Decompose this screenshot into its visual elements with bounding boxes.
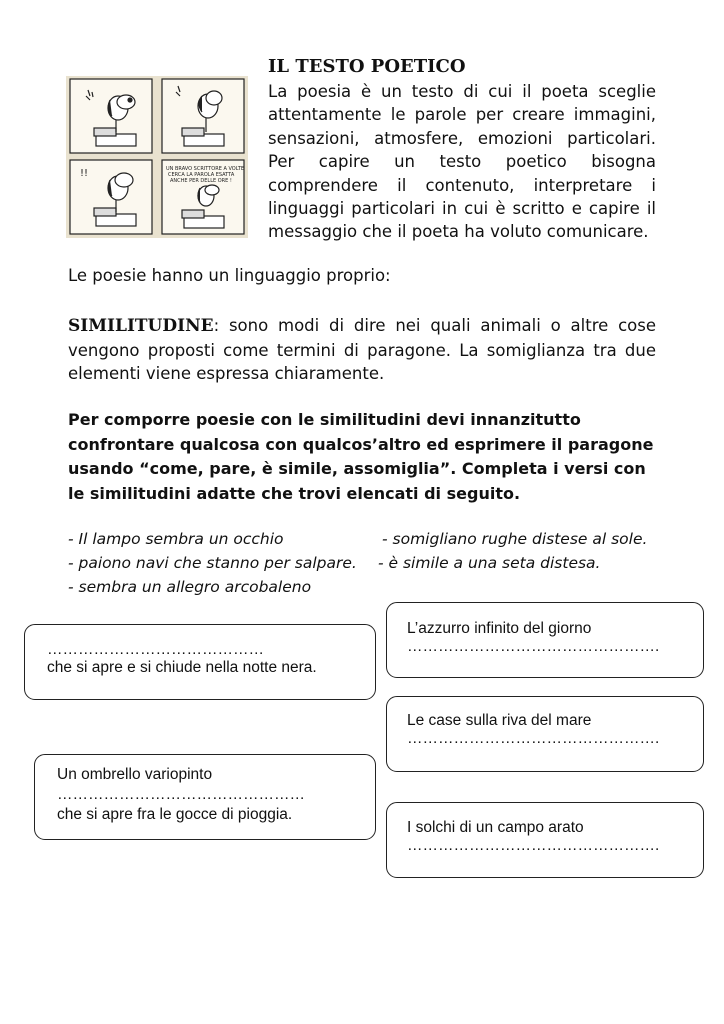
verse-ombrello-blank[interactable]: ………………………………………… [57,786,305,803]
verse-lampo-line-2: che si apre e si chiude nella notte nera. [47,659,317,676]
comic-panel-4-text-1: UN BRAVO SCRITTORE A VOLTE [166,166,245,172]
verse-box-lampo[interactable] [24,624,376,700]
similitudine-term: SIMILITUDINE [68,316,214,336]
verse-solchi-blank[interactable]: …………………………………………. [407,837,660,854]
verse-ombrello-line-3: che si apre fra le gocce di pioggia. [57,806,293,823]
similitudine-definition: : sono modi di dire nei quali animali o altre cose vengono proposti come termini di paragone. La somiglianza tra due elementi viene espressa chiaramente. [68,316,656,383]
comic-panel-3-text: !! [80,168,89,179]
verse-azzurro-blank[interactable]: …………………………………………. [407,638,660,655]
option-rughe: - somigliano rughe distese al sole. [382,530,648,548]
comic-panel-4-text-2: CERCA LA PAROLA ESATTA [168,172,235,178]
page-title: IL TESTO POETICO [268,56,466,77]
snoopy-comic-strip [66,76,248,238]
comic-panel-4-text-3: ANCHE PER DELLE ORE ! [170,178,232,184]
verse-ombrello-line-1: Un ombrello variopinto [57,766,213,783]
option-lampo: - Il lampo sembra un occhio [68,530,284,548]
option-navi: - paiono navi che stanno per salpare. [68,554,357,572]
verse-box-solchi[interactable] [386,802,704,878]
task-instructions: Per comporre poesie con le similitudini devi innanzitutto confrontare qualcosa con qualcos’altro ed esprimere il paragone usando “come, pare, è simile, assomiglia”. Completa i versi con le similitudini adatte che trovi elencati di seguito. [68,410,654,503]
verse-lampo-blank[interactable]: …………………………………… [47,641,264,658]
verse-solchi-line-1: I solchi di un campo arato [407,819,584,836]
verse-case-line-1: Le case sulla riva del mare [407,712,592,729]
intro-paragraph: La poesia è un testo di cui il poeta sceglie attentamente le parole per creare immagini, sensazioni, atmosfere, emozioni particolari. Per capire un testo poetico bisogna comprendere il contenuto, interpretare i linguaggi particolari in cui è scritto e capire il messaggio che il poeta ha voluto comunicare. [268,82,656,242]
verse-box-ombrello[interactable] [34,754,376,840]
option-seta: - è simile a una seta distesa. [378,554,601,572]
verse-box-azzurro[interactable] [386,602,704,678]
verse-azzurro-line-1: L’azzurro infinito del giorno [407,620,592,637]
verse-box-case[interactable] [386,696,704,772]
option-arcobaleno: - sembra un allegro arcobaleno [68,578,312,596]
lead-sentence: Le poesie hanno un linguaggio proprio: [68,266,391,285]
verse-case-blank[interactable]: …………………………………………. [407,730,660,747]
similitudine-paragraph [68,314,656,386]
